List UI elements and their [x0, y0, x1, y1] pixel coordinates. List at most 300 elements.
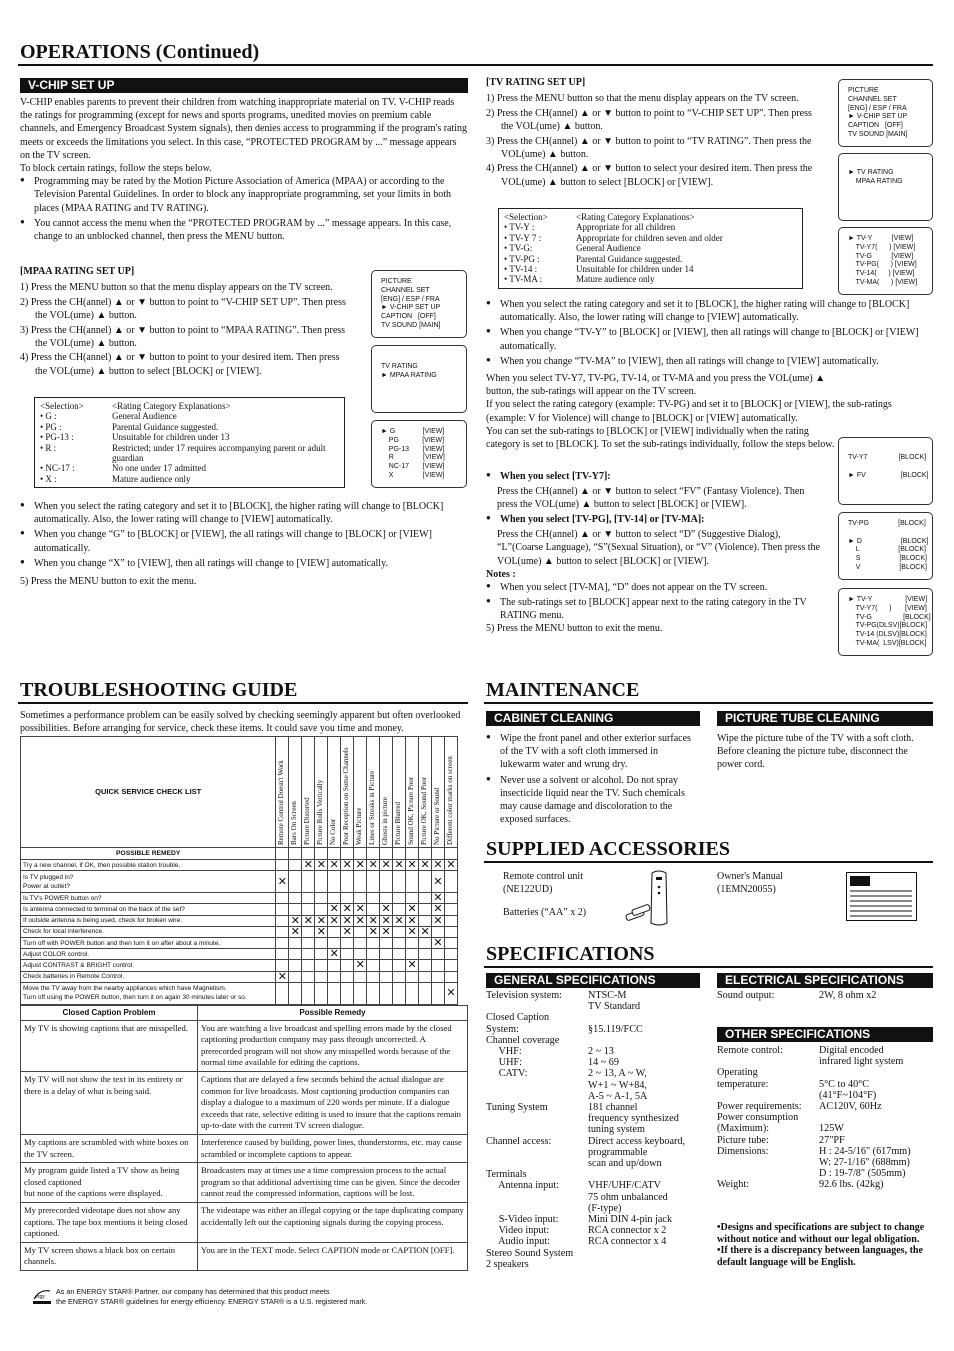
tv-osd-main-menu: PICTURE CHANNEL SET [ENG] / ESP / FRA ► V-CHIP SET UP CAPTION [OFF] TV SOUND [MAIN]	[838, 79, 933, 147]
checklist-empty-cell	[406, 937, 419, 948]
spec-row	[486, 1035, 700, 1046]
problem-label-text: Picture Distorted	[303, 797, 312, 845]
problem-label-text: Bars On Screen	[290, 801, 299, 845]
checklist-empty-cell	[276, 949, 289, 960]
cc-problem: My captions are scrambled with white boxes on the TV screen.	[21, 1134, 198, 1162]
mpaa-bullet-item: ● When you change “X” to [VIEW], then all ratings will change to [VIEW] automatically.	[20, 557, 468, 570]
checklist-empty-cell	[328, 871, 341, 893]
troubleshooting-title: TROUBLESHOOTING GUIDE	[20, 679, 298, 701]
checklist-empty-cell	[302, 937, 315, 948]
remedy-text: Turn off with POWER button and then turn it on after about a minute.	[21, 937, 276, 948]
other-specs-bar: OTHER SPECIFICATIONS	[717, 1027, 933, 1042]
check-mark: ✕	[394, 915, 404, 927]
checklist-blank-cell	[367, 848, 380, 860]
remedy-text: Adjust COLOR control.	[21, 949, 276, 960]
cc-remedy: You are in the TEXT mode. Select CAPTION mode or CAPTION [OFF].	[198, 1242, 468, 1270]
problem-label-text: Weak Picture	[355, 807, 364, 845]
mpaa-rating-table	[34, 397, 345, 488]
spec-row	[717, 1067, 933, 1101]
checklist-empty-cell	[289, 871, 302, 893]
rating-explanation: Mature audience only	[112, 473, 191, 484]
accessory-batteries-label: Batteries (“AA” x 2)	[503, 907, 587, 918]
tv-osd-final-list: ► TV-Y [VIEW] TV-Y7( ) [VIEW] TV-G [BLOCK] TV-PG(DLSV)[BLOCK] TV-14 (DLSV)[BLOCK] TV-MA( LSV)[BLOCK]	[838, 588, 933, 656]
checklist-empty-cell	[445, 871, 458, 893]
cc-row	[21, 1202, 468, 1242]
checklist-empty-cell	[445, 904, 458, 915]
cc-remedy-header: Possible Remedy	[198, 1006, 468, 1021]
accessory-remote-label: Remote control unit (NE122UD)	[503, 871, 583, 896]
cc-remedy: Captions that are delayed a few seconds behind the actual dialogue are common for live broadcasts. Most captioning production companies can display a dialogue to a maximum of 220 words per minute. If a dialogue exceeds that rate, selective editing is used to insure that the captions remain up-to-date with the current TV screen dialogue.	[198, 1071, 468, 1134]
checklist-empty-cell	[419, 937, 432, 948]
spec-key: Closed Caption System:	[486, 1012, 550, 1035]
owners-manual-icon	[846, 872, 918, 922]
checklist-empty-cell	[289, 960, 302, 971]
checklist-empty-cell	[276, 926, 289, 937]
spec-value: RCA connector x 4	[588, 1236, 667, 1248]
spec-row	[486, 1259, 700, 1270]
rating-explanation: Unsuitable for children under 14	[576, 264, 694, 275]
spec-row	[486, 1180, 700, 1214]
rating-table-header	[40, 401, 339, 411]
cc-row	[21, 1242, 468, 1270]
rating-explanation: General Audience	[576, 243, 641, 254]
spec-key: Television system:	[486, 990, 562, 1001]
check-mark: ✕	[381, 859, 391, 871]
tvrating-pg-block	[486, 513, 826, 625]
remedy-text: Move the TV away from the nearby appliances which have Magnetism. Turn off using the POWER button, then turn it on again 30 minutes later or so.	[21, 982, 276, 1004]
rating-selection: • TV-G:	[504, 243, 533, 254]
check-mark: ✕	[355, 859, 365, 871]
energy-star-logo-icon	[32, 1287, 52, 1305]
cc-remedy: You are watching a live broadcast and spelling errors made by the closed captioning production company may pass through uncorrected. A prerecorded program will not show any misspelled words because of the normal time available for editing the captions.	[198, 1020, 468, 1071]
spec-row	[486, 1068, 700, 1102]
rating-table-row	[40, 422, 339, 432]
checklist-blank-cell	[432, 848, 445, 860]
checklist-empty-cell	[354, 982, 367, 1004]
checklist-empty-cell	[276, 937, 289, 948]
problem-label-text: Ghosts in picture	[381, 797, 390, 845]
electrical-specs-list	[717, 990, 933, 1001]
mpaa-step: 3) Press the CH(annel) ▲ or ▼ button to point to “MPAA RATING”. Then press the VOL(ume) ▲ button.	[20, 324, 346, 349]
checklist-empty-cell	[302, 982, 315, 1004]
cc-problem: My program guide listed a TV show as being closed captioned but none of the captions were displayed.	[21, 1163, 198, 1203]
checklist-blank-cell	[315, 848, 328, 860]
remedy-text: Adjust CONTRAST & BRIGHT control.	[21, 960, 276, 971]
checklist-empty-cell	[328, 926, 341, 937]
remedy-text: Check for local interference.	[21, 926, 276, 937]
checklist-empty-cell	[276, 960, 289, 971]
checklist-empty-cell	[302, 949, 315, 960]
picture-tube-cleaning-text: Wipe the picture tube of the TV with a soft cloth. Before cleaning the picture tube, disconnect the power cord.	[717, 733, 914, 771]
checklist-empty-cell	[393, 982, 406, 1004]
spec-key: Stereo Sound System	[486, 1247, 574, 1259]
mpaa-osd-rating-list: ► G [VIEW] PG [VIEW] PG-13 [VIEW] R [VIEW] NC-17 [VIEW] X [VIEW]	[371, 420, 467, 488]
checklist-empty-cell	[315, 893, 328, 904]
check-mark: ✕	[407, 959, 417, 971]
cc-problem-header: Closed Caption Problem	[21, 1006, 198, 1021]
spec-row	[717, 1179, 933, 1190]
cc-remedy: Interference caused by building, power lines, thunderstorms, etc. may cause scrambled or incomplete captions to appear.	[198, 1134, 468, 1162]
problem-label-text: Poor Reception on Some Channels	[342, 747, 351, 845]
check-mark: ✕	[316, 859, 326, 871]
spec-value: Mini DIN 4-pin jack	[588, 1214, 673, 1226]
check-mark: ✕	[290, 926, 300, 938]
mpaa-heading: [MPAA RATING SET UP]	[20, 266, 135, 277]
checklist-empty-cell	[302, 971, 315, 982]
checklist-empty-cell	[354, 926, 367, 937]
checklist-empty-cell	[380, 893, 393, 904]
checklist-empty-cell	[276, 893, 289, 904]
remedy-text: Is antenna connected to terminal on the back of the set?	[21, 904, 276, 915]
general-specs-list	[486, 990, 700, 1270]
checklist-blank-cell	[393, 848, 406, 860]
mpaa-step: 2) Press the CH(annel) ▲ or ▼ button to point to “V-CHIP SET UP”. Then press the VOL(ume) ▲ button.	[20, 296, 346, 321]
mpaa-step5: 5) Press the MENU button to exit the menu.	[20, 576, 197, 587]
spec-row	[717, 1101, 933, 1112]
checklist-row	[21, 960, 458, 971]
problem-column-header	[432, 737, 445, 848]
spec-row	[717, 1045, 933, 1067]
mpaa-osd-main-menu: PICTURE CHANNEL SET [ENG] / ESP / FRA ► V-CHIP SET UP CAPTION [OFF] TV SOUND [MAIN]	[371, 270, 467, 338]
problem-label-text: No Picture or Sound	[433, 787, 442, 845]
checklist-blank-cell	[354, 848, 367, 860]
maintenance-rule	[484, 702, 933, 704]
spec-row	[486, 1102, 700, 1136]
rating-table-row	[504, 233, 797, 243]
rating-table-row	[504, 222, 797, 232]
checklist-blank-cell	[445, 848, 458, 860]
spec-value	[588, 1035, 700, 1046]
vchip-intro-text2: To block certain ratings, follow the steps below.	[20, 162, 212, 174]
checklist-empty-cell	[432, 960, 445, 971]
checklist-empty-cell	[419, 949, 432, 960]
specifications-rule	[484, 966, 933, 968]
check-mark: ✕	[303, 859, 313, 871]
spec-value: 181 channel frequency synthesized tuning system	[588, 1102, 679, 1136]
checklist-empty-cell	[341, 937, 354, 948]
cc-remedy: Broadcasters may at times use a time compression process to the actual program so that additional advertising time can be given. Since the decoder cannot read the compressed information, captions will be lost.	[198, 1163, 468, 1203]
problem-column-header	[315, 737, 328, 848]
spec-key: Picture tube:	[717, 1134, 769, 1146]
rating-selection: • X :	[40, 473, 57, 484]
spec-value: 2 ~ 13	[588, 1046, 614, 1058]
spec-key: Operating temperature:	[717, 1067, 769, 1090]
checklist-empty-cell	[289, 937, 302, 948]
rating-table-header	[504, 212, 797, 222]
cc-row	[21, 1163, 468, 1203]
checklist-blank-cell	[380, 848, 393, 860]
checklist-empty-cell	[445, 949, 458, 960]
checklist-empty-cell	[445, 960, 458, 971]
checklist-empty-cell	[380, 937, 393, 948]
tvrating-rating-table	[498, 208, 803, 289]
checklist-empty-cell	[419, 915, 432, 926]
tvrating-y7-body: Press the CH(annel) ▲ or ▼ button to select “FV” (Fantasy Violence). Then press the VOL(ume) ▲ button to select [BLOCK] or [VIEW].	[497, 486, 805, 511]
rating-table-row	[40, 474, 339, 484]
check-mark: ✕	[368, 926, 378, 938]
spec-value: 27"PF	[819, 1134, 845, 1146]
checklist-empty-cell	[289, 904, 302, 915]
checklist-empty-cell	[432, 949, 445, 960]
check-mark: ✕	[342, 903, 352, 916]
check-mark: ✕	[420, 926, 430, 938]
checklist-empty-cell	[406, 893, 419, 904]
problem-label-text: Different color marks on screen	[446, 756, 454, 845]
quick-service-title: QUICK SERVICE CHECK LIST	[21, 737, 276, 848]
checklist-blank-cell	[328, 848, 341, 860]
spec-key: S-Video input:	[486, 1214, 559, 1226]
checklist-empty-cell	[302, 904, 315, 915]
checklist-blank-cell	[302, 848, 315, 860]
tvrating-pg-heading: ● When you select [TV-PG], [TV-14] or [TV-MA]:	[486, 513, 826, 526]
cc-problem: My prerecorded videotape does not show any captions. The tape box mentions it being closed captioned.	[21, 1202, 198, 1242]
check-mark: ✕	[368, 915, 378, 927]
checklist-empty-cell	[406, 982, 419, 1004]
rating-table-head-explanation: <Rating Category Explanations>	[576, 212, 695, 222]
remedy-text: Try a new channel, if OK, then possible station trouble.	[21, 860, 276, 871]
rating-table-head-selection: <Selection>	[40, 401, 84, 411]
checklist-empty-cell	[315, 871, 328, 893]
checklist-empty-cell	[393, 926, 406, 937]
checklist-empty-cell	[445, 926, 458, 937]
checklist-empty-cell	[432, 926, 445, 937]
tvrating-bullet-item: ● When you change “TV-Y” to [BLOCK] or [VIEW], then all ratings will change to [BLOCK] or [VIEW] automatically.	[486, 326, 933, 352]
spec-key: CATV:	[486, 1068, 528, 1080]
spec-value: 92.6 lbs. (42kg)	[819, 1179, 884, 1191]
vchip-intro-text: V-CHIP enables parents to prevent their children from watching inappropriate material on TV. V-CHIP reads the ratings for programming (except for news and sports programs, unedited movies on premium cable channels, and Emergency Broadcast System signals), then denies access to programming if the program's rating meets or exceeds the limitations you select. In this case, “PROTECTED PROGRAM by ...” message appears on the TV screen.	[20, 97, 468, 161]
checklist-empty-cell	[380, 982, 393, 1004]
spec-row	[486, 1225, 700, 1236]
checklist-empty-cell	[289, 893, 302, 904]
checklist-empty-cell	[276, 982, 289, 1004]
spec-value: 14 ~ 69	[588, 1057, 619, 1069]
check-mark: ✕	[355, 915, 365, 927]
checklist-empty-cell	[419, 971, 432, 982]
spec-value	[588, 1259, 700, 1270]
tvrating-bullet-item: ● When you select the rating category and set it to [BLOCK], the higher rating will change to [BLOCK] automatically. Also, the lower rating will change to [VIEW] automatically.	[486, 298, 933, 324]
rating-selection: • TV-14 :	[504, 264, 538, 275]
tvrating-para2: If you select the rating category (example: TV-PG) and set it to [BLOCK] or [VIEW], the sub-ratings (example: V for Violence) will change to [BLOCK] or [VIEW] automatically.	[486, 399, 892, 424]
tvrating-step: 1) Press the MENU button so that the menu display appears on the TV screen.	[486, 93, 799, 104]
problem-column-header	[406, 737, 419, 848]
checklist-empty-cell	[328, 982, 341, 1004]
rating-selection: • R :	[40, 442, 57, 453]
spec-row	[486, 1248, 700, 1259]
spec-key: VHF:	[486, 1046, 522, 1058]
checklist-empty-cell	[341, 982, 354, 1004]
check-mark: ✕	[381, 926, 391, 938]
check-mark: ✕	[277, 971, 287, 983]
rating-explanation: Appropriate for children seven and older	[576, 232, 723, 243]
check-mark: ✕	[276, 871, 289, 893]
checklist-empty-cell	[315, 982, 328, 1004]
spec-key: Audio input:	[486, 1236, 550, 1248]
checklist-empty-cell	[432, 971, 445, 982]
checklist-empty-cell	[380, 949, 393, 960]
spec-value: Digital encoded infrared light system	[819, 1045, 904, 1068]
rating-explanation: Appropriate for all children	[576, 222, 676, 233]
possible-remedy-label: POSSIBLE REMEDY	[21, 848, 276, 860]
tvrating-notes-heading: Notes :	[486, 568, 516, 580]
problem-column-header	[380, 737, 393, 848]
cabinet-bullet-item: ● Never use a solvent or alcohol. Do not spray insecticide liquid near the TV. Such chemicals may cause damage and discoloration to the exposed surfaces.	[486, 774, 700, 827]
spec-row	[486, 1214, 700, 1225]
checklist-empty-cell	[354, 971, 367, 982]
checklist-empty-cell	[315, 949, 328, 960]
checklist-empty-cell	[315, 904, 328, 915]
cc-problem: My TV will not show the text in its entirety or there is a delay of what is being said.	[21, 1071, 198, 1134]
tvrating-note-item: ● The sub-ratings set to [BLOCK] appear next to the rating category in the TV RATING menu.	[486, 596, 826, 622]
svg-text:ergy: ergy	[35, 1294, 45, 1300]
checklist-empty-cell	[406, 971, 419, 982]
specification-note: •If there is a discrepancy between languages, the default language will be English.	[717, 1245, 923, 1268]
rating-selection: • TV-Y :	[504, 222, 535, 233]
spec-key: UHF:	[486, 1057, 522, 1069]
checklist-empty-cell	[276, 915, 289, 926]
spec-key: Tuning System	[486, 1102, 548, 1114]
other-specs-list	[717, 1045, 933, 1191]
rating-selection: • TV-MA :	[504, 274, 543, 285]
check-mark: ✕	[316, 915, 326, 927]
rating-table-head-explanation: <Rating Category Explanations>	[112, 401, 231, 411]
checklist-empty-cell	[328, 960, 341, 971]
checklist-empty-cell	[289, 971, 302, 982]
checklist-row	[21, 971, 458, 982]
checklist-empty-cell	[302, 926, 315, 937]
tvrating-pg-body: Press the CH(annel) ▲ or ▼ button to select “D” (Suggestive Dialog), “L”(Coarse Language), “S”(Sexual Situation), or “V” (Violence). Then press the VOL(ume) ▲ button to select [BLOCK] or [VIEW].	[497, 529, 820, 567]
checklist-empty-cell	[393, 937, 406, 948]
checklist-empty-cell	[445, 915, 458, 926]
checklist-blank-cell	[419, 848, 432, 860]
checklist-empty-cell	[276, 860, 289, 871]
tvrating-paragraphs	[486, 372, 892, 451]
checklist-row	[21, 926, 458, 937]
checklist-empty-cell	[445, 937, 458, 948]
mpaa-step: 1) Press the MENU button so that the menu display appears on the TV screen.	[20, 282, 333, 293]
check-mark: ✕	[342, 859, 352, 871]
remedy-text: If outside antenna is being used, check for broken wire.	[21, 915, 276, 926]
checklist-row	[21, 982, 458, 1004]
electrical-specs-bar: ELECTRICAL SPECIFICATIONS	[717, 973, 933, 988]
check-mark: ✕	[394, 859, 404, 871]
spec-value: NTSC-M TV Standard	[588, 990, 641, 1013]
checklist-empty-cell	[289, 982, 302, 1004]
checklist-empty-cell	[367, 904, 380, 915]
checklist-empty-cell	[432, 982, 445, 1004]
energy-star-note	[32, 1287, 472, 1307]
checklist-empty-cell	[393, 871, 406, 893]
tvrating-step5: 5) Press the MENU button to exit the menu.	[486, 623, 663, 634]
checklist-row	[21, 904, 458, 915]
checklist-blank-cell	[276, 848, 289, 860]
checklist-blank-cell	[406, 848, 419, 860]
rating-table-head-selection: <Selection>	[504, 212, 548, 222]
rating-selection: • PG-13 :	[40, 432, 74, 443]
cc-row	[21, 1020, 468, 1071]
spec-key: Channel coverage	[486, 1034, 560, 1046]
spec-row	[486, 1169, 700, 1180]
spec-row	[486, 1057, 700, 1068]
checklist-empty-cell	[367, 982, 380, 1004]
tvrating-step: 2) Press the CH(annel) ▲ or ▼ button to point to “V-CHIP SET UP”. Then press the VOL(ume) ▲ button.	[486, 107, 812, 132]
check-mark: ✕	[433, 903, 443, 916]
general-specs-bar: GENERAL SPECIFICATIONS	[486, 973, 700, 988]
rating-explanation: Parental Guidance suggested.	[112, 421, 219, 432]
checklist-empty-cell	[367, 871, 380, 893]
rating-table-row	[504, 243, 797, 253]
rating-selection: • PG :	[40, 421, 62, 432]
check-mark: ✕	[433, 937, 443, 949]
checklist-empty-cell	[328, 971, 341, 982]
problem-column-header	[328, 737, 341, 848]
check-mark: ✕	[368, 859, 378, 871]
checklist-empty-cell	[367, 960, 380, 971]
spec-row	[486, 1046, 700, 1057]
rating-table-row	[504, 264, 797, 274]
specification-notes	[717, 1222, 933, 1268]
checklist-blank-cell	[341, 848, 354, 860]
spec-value: 125W	[819, 1123, 844, 1135]
energy-star-line2: the ENERGY STAR® guidelines for energy efficiency. ENERGY STAR® is a U.S. registered mark.	[56, 1297, 368, 1306]
vchip-bullet-item: ● You cannot access the menu when the “PROTECTED PROGRAM by ...” message appears. In this case, change to an unblocked channel, then press the MENU button.	[20, 217, 468, 243]
remedy-text: Check batteries in Remote Control.	[21, 971, 276, 982]
problem-column-header	[419, 737, 432, 848]
checklist-empty-cell	[302, 960, 315, 971]
problem-label-text: Picture Rolls Vertically	[316, 779, 325, 845]
checklist-empty-cell	[419, 982, 432, 1004]
cc-row	[21, 1071, 468, 1134]
spec-row	[486, 1012, 700, 1034]
check-mark: ✕	[445, 982, 458, 1004]
check-mark: ✕	[407, 926, 417, 938]
checklist-empty-cell	[419, 871, 432, 893]
check-mark: ✕	[329, 915, 339, 927]
check-mark: ✕	[355, 903, 365, 916]
check-mark: ✕	[329, 903, 339, 916]
spec-key: Video input:	[486, 1225, 550, 1237]
check-mark: ✕	[303, 915, 313, 927]
checklist-empty-cell	[328, 893, 341, 904]
tvrating-para3: You can set the sub-ratings to [BLOCK] or [VIEW] individually when the rating category is set to [BLOCK]. To set the sub-ratings individually, follow the steps below.	[486, 425, 835, 450]
rating-table-row	[40, 463, 339, 473]
specifications-title: SPECIFICATIONS	[486, 943, 655, 965]
spec-key: Sound output:	[717, 990, 775, 1001]
rating-table-row	[40, 432, 339, 442]
problem-label-text: Lines or Streaks in Picture	[368, 770, 377, 845]
check-mark: ✕	[342, 915, 352, 927]
rating-selection: • TV-PG :	[504, 253, 540, 264]
check-mark: ✕	[433, 892, 443, 904]
spec-key: Dimensions:	[717, 1145, 769, 1157]
energy-star-line1: As an ENERGY STAR® Partner, our company has determined that this product meets	[56, 1287, 330, 1296]
cc-row	[21, 1134, 468, 1162]
spec-value	[588, 1169, 700, 1180]
checklist-empty-cell	[341, 871, 354, 893]
rating-selection: • TV-Y 7 :	[504, 232, 542, 243]
check-mark: ✕	[290, 915, 300, 927]
problem-column-header	[276, 737, 289, 848]
checklist-empty-cell	[393, 960, 406, 971]
check-mark: ✕	[432, 871, 445, 893]
mpaa-steps	[20, 281, 350, 379]
spec-value	[588, 1248, 700, 1259]
checklist-empty-cell	[419, 904, 432, 915]
check-mark: ✕	[316, 926, 326, 938]
spec-value: 5°C to 40°C (41°F~104°F)	[819, 1078, 877, 1101]
problem-label-text: No Color	[329, 818, 338, 845]
checklist-empty-cell	[289, 949, 302, 960]
cc-remedy: The videotape was either an illegal copying or the tape duplicating company accidentally left out the captioning signals during the copying process.	[198, 1202, 468, 1242]
